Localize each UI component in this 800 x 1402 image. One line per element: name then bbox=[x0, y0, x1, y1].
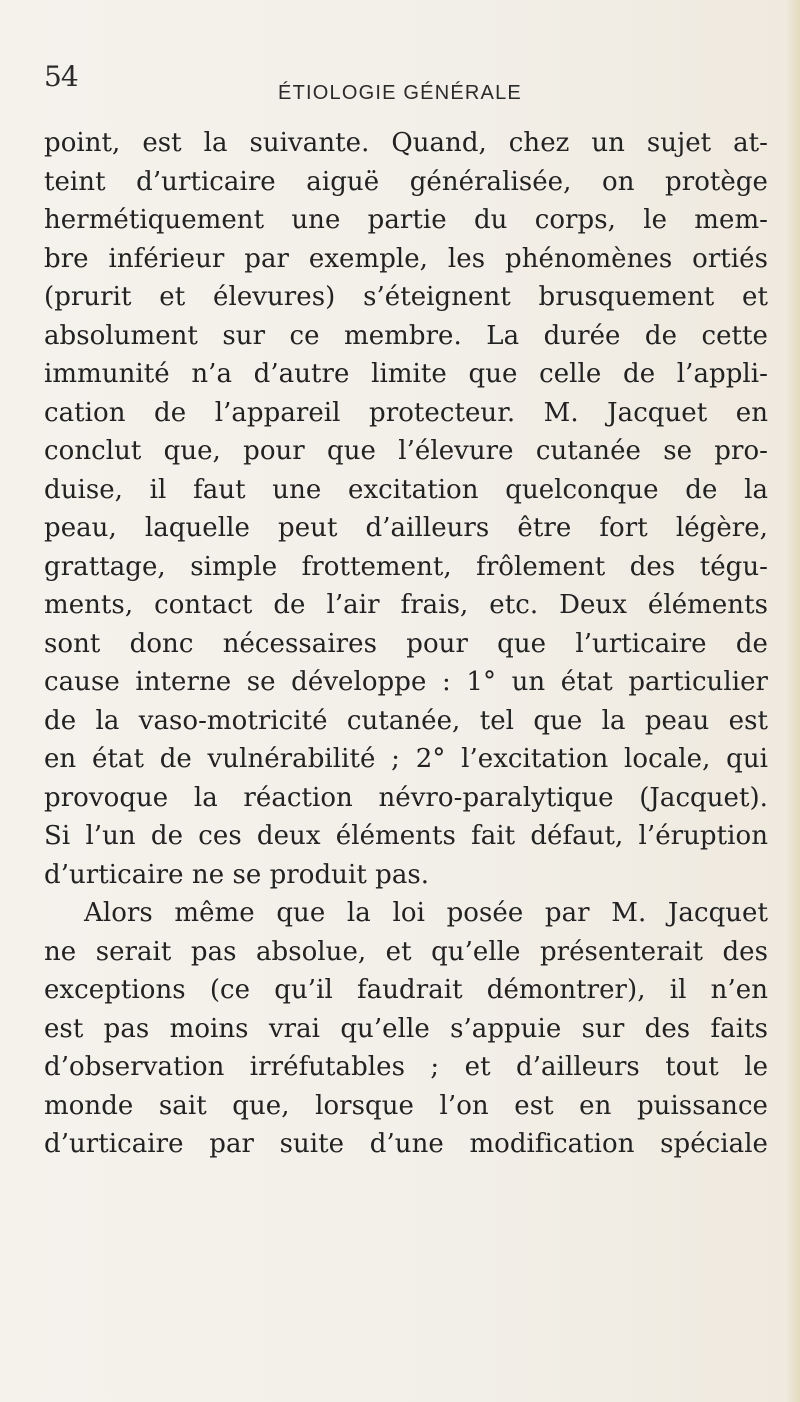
page-edge-discoloration bbox=[786, 0, 800, 1402]
text-line: bre inférieur par exemple, les phénomènes ortiés bbox=[44, 243, 768, 274]
text-line: duise, il faut une excitation quelconque de la bbox=[44, 474, 768, 505]
text-line: Si l’un de ces deux éléments fait défaut, l’éruption bbox=[44, 821, 768, 851]
text-line: ments, contact de l’air frais, etc. Deux éléments bbox=[44, 590, 768, 620]
text-line: grattage, simple frottement, frôlement des tégu- bbox=[44, 551, 768, 582]
page-number: 54 bbox=[44, 60, 78, 93]
text-line: sont donc nécessaires pour que l’urticaire de bbox=[44, 628, 768, 659]
text-line-paragraph-start: Alors même que la loi posée par M. Jacquet bbox=[84, 898, 768, 928]
text-line: provoque la réaction névro-paralytique (Jacquet). bbox=[44, 782, 768, 813]
text-line: cation de l’appareil protecteur. M. Jacquet en bbox=[44, 397, 768, 428]
text-line: point, est la suivante. Quand, chez un sujet at- bbox=[44, 128, 768, 158]
text-line: monde sait que, lorsque l’on est en puissance bbox=[44, 1090, 768, 1121]
text-line: d’observation irréfutables ; et d’ailleurs tout le bbox=[44, 1052, 768, 1082]
text-line: (prurit et élevures) s’éteignent brusquement et bbox=[44, 282, 768, 312]
text-line: de la vaso-motricité cutanée, tel que la peau est bbox=[44, 705, 768, 736]
text-line: d’urticaire par suite d’une modification spéciale bbox=[44, 1129, 768, 1159]
text-line: en état de vulnérabilité ; 2° l’excitation locale, qui bbox=[44, 744, 768, 774]
text-line: exceptions (ce qu’il faudrait démontrer), il n’en bbox=[44, 975, 768, 1005]
text-line: immunité n’a d’autre limite que celle de l’appli- bbox=[44, 359, 768, 389]
text-line: ne serait pas absolue, et qu’elle présenterait des bbox=[44, 936, 768, 967]
text-line: cause interne se développe : 1° un état particulier bbox=[44, 667, 768, 697]
text-line: teint d’urticaire aiguë généralisée, on protège bbox=[44, 166, 768, 197]
text-line: conclut que, pour que l’élevure cutanée se pro- bbox=[44, 436, 768, 466]
text-line: absolument sur ce membre. La durée de cette bbox=[44, 320, 768, 351]
text-line-paragraph-end: d’urticaire ne se produit pas. bbox=[44, 859, 430, 890]
body-text bbox=[44, 124, 768, 1164]
text-line: hermétiquement une partie du corps, le mem- bbox=[44, 205, 768, 235]
text-line: peau, laquelle peut d’ailleurs être fort légère, bbox=[44, 513, 768, 543]
running-head: ÉTIOLOGIE GÉNÉRALE bbox=[278, 82, 522, 104]
text-line: est pas moins vrai qu’elle s’appuie sur des faits bbox=[44, 1013, 768, 1044]
